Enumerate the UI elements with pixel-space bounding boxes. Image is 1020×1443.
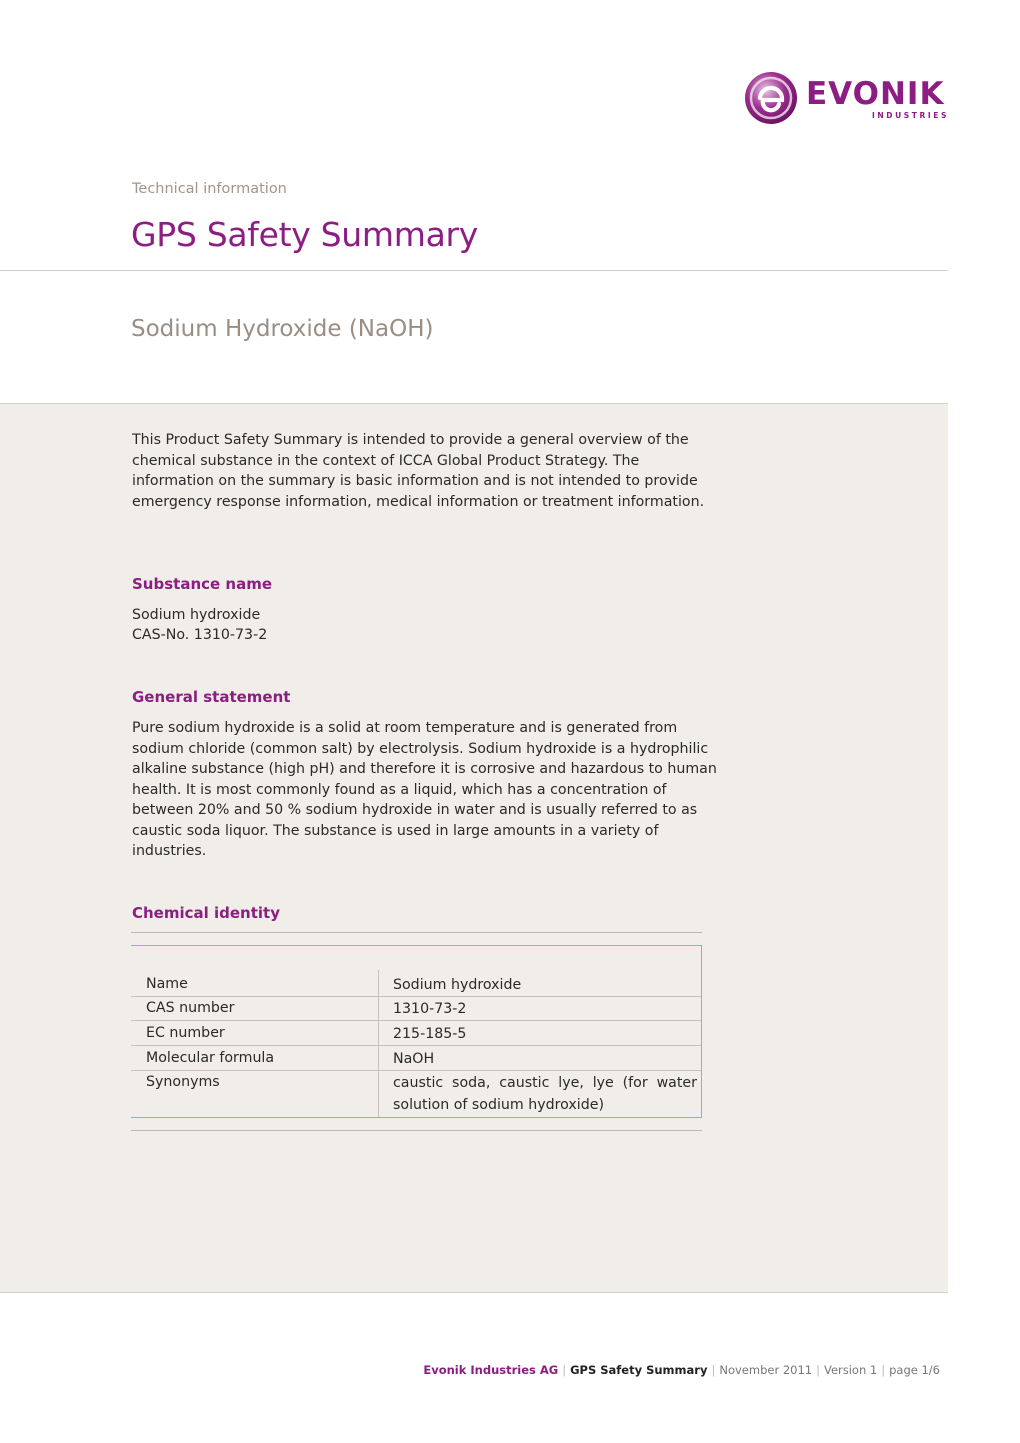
table-row-label: EC number (146, 1025, 225, 1041)
table-row (131, 1071, 701, 1117)
table-row-value: caustic soda, caustic lye, lye (for water solution of sodium hydroxide) (393, 1075, 697, 1113)
table-row-label: Synonyms (146, 1074, 220, 1090)
table-row-label: CAS number (146, 1000, 235, 1016)
page-footer: Evonik Industries AG | GPS Safety Summary | November 2011 | Version 1 | page 1/6 (423, 1363, 940, 1377)
table-row-label: Name (146, 976, 188, 992)
substance-cas-value: CAS-No. 1310-73-2 (132, 627, 268, 643)
footer-page: page 1/6 (889, 1363, 940, 1377)
table-row-value: 1310-73-2 (393, 1001, 467, 1017)
header-divider (0, 270, 948, 271)
general-statement-heading: General statement (132, 688, 291, 706)
substance-name-heading: Substance name (132, 575, 273, 593)
chemical-identity-heading: Chemical identity (132, 904, 281, 922)
logo-subline: INDUSTRIES (872, 111, 949, 120)
substance-name-value: Sodium hydroxide (132, 607, 261, 623)
product-subtitle: Sodium Hydroxide (NaOH) (131, 316, 434, 342)
intro-paragraph: This Product Safety Summary is intended to provide a general overview of the chemical substance in the context of ICCA Global Product Strategy. The information on the summary is basic information and is not intended to provide emergency response information, medical information or treatment information. (132, 432, 705, 510)
document-kicker: Technical information (132, 181, 287, 197)
table-row-value: NaOH (393, 1051, 435, 1067)
evonik-logo (744, 71, 954, 127)
footer-date: November 2011 (719, 1363, 813, 1377)
table-row (131, 997, 701, 1021)
table-column-divider (378, 970, 379, 1117)
page-title: GPS Safety Summary (131, 215, 479, 254)
footer-document: GPS Safety Summary (570, 1363, 708, 1377)
table-frame-bottom (131, 1117, 702, 1118)
table-bottom-rule (131, 1130, 702, 1131)
general-statement-text: Pure sodium hydroxide is a solid at room temperature and is generated from sodium chloride (common salt) by electrolysis. Sodium hydroxide is a hydrophilic alkaline substance (high pH) and therefore it is corrosive and hazardous to human health. It is most commonly found as a liquid, which has a concentration of between 20% and 50 % sodium hydroxide in water and is usually referred to as caustic soda liquor. The substance is used in large amounts in a variety of industries. (132, 720, 717, 859)
table-row-value: 215-185-5 (393, 1026, 467, 1042)
table-row (131, 1021, 701, 1046)
evonik-logo-icon (744, 71, 798, 125)
footer-company: Evonik Industries AG (423, 1363, 559, 1377)
table-row (131, 974, 701, 997)
table-row-label: Molecular formula (146, 1050, 275, 1066)
table-row-value: Sodium hydroxide (393, 977, 522, 993)
table-row (131, 1046, 701, 1071)
logo-wordmark: EVONIK (806, 76, 945, 112)
footer-version: Version 1 (823, 1363, 878, 1377)
table-top-rule (131, 932, 702, 933)
